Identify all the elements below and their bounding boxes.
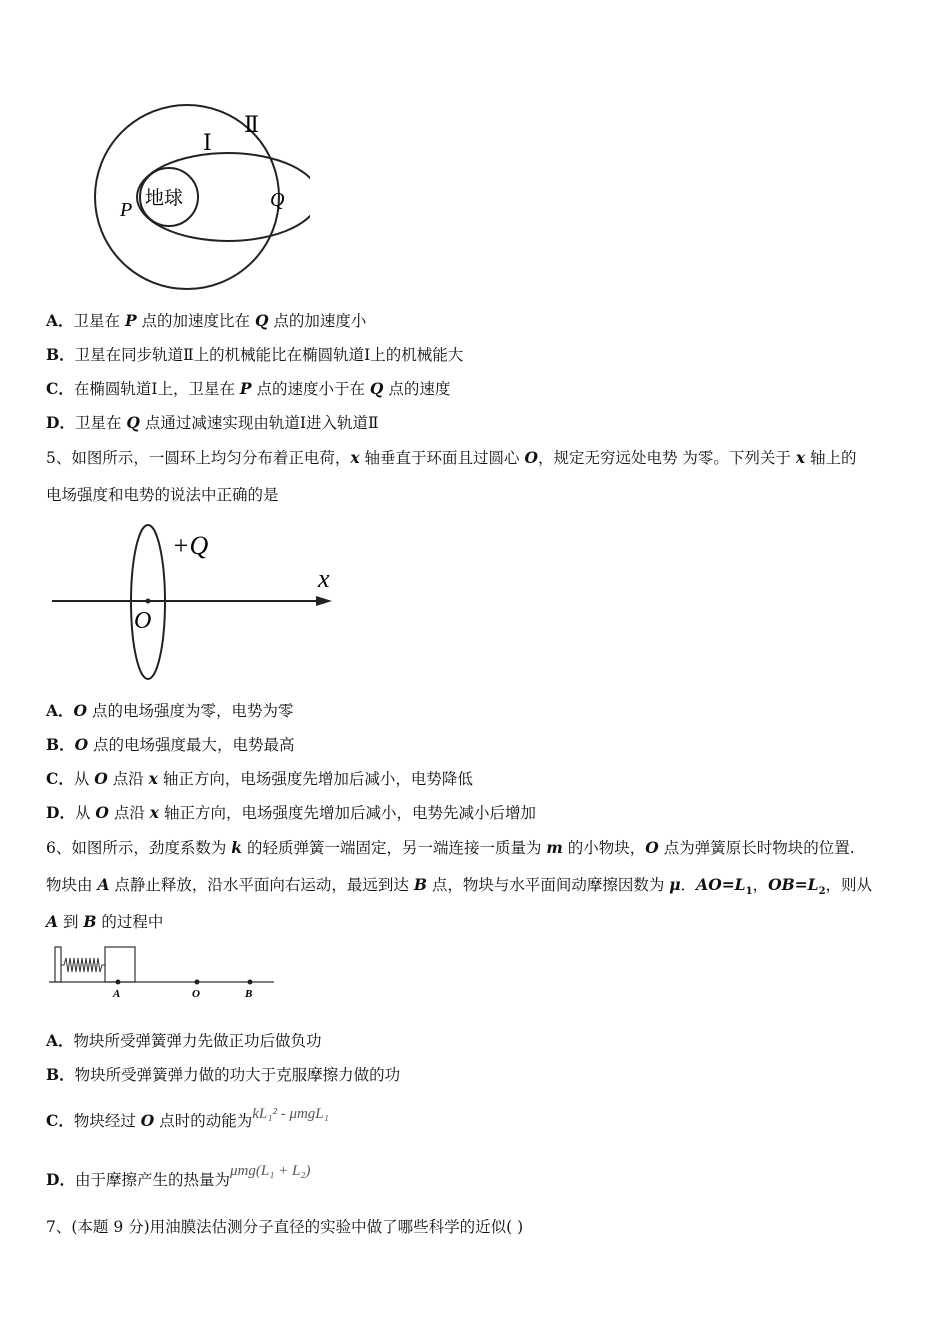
earth-label: 地球 (145, 187, 184, 209)
orbit-figure (80, 103, 310, 293)
q6-option-b: B．物块所受弹簧弹力做的功大于克服摩擦力做的功 (46, 1065, 401, 1084)
q4-option-c: C．在椭圆轨道Ⅰ上，卫星在 P 点的速度小于在 Q 点的速度 (46, 379, 451, 398)
point-q-label: Q (270, 189, 285, 211)
q4-option-d: D．卫星在 Q 点通过减速实现由轨道Ⅰ进入轨道Ⅱ (46, 413, 379, 432)
orbit-i-label: Ⅰ (203, 130, 212, 155)
spring-figure (46, 944, 281, 1002)
q4-option-a: A．卫星在 P 点的加速度比在 Q 点的加速度小 (46, 311, 367, 330)
q5-option-a: A．O 点的电场强度为零，电势为零 (46, 701, 294, 720)
q5-stem-line2: 电场强度和电势的说法中正确的是 (46, 486, 279, 504)
q5-option-c: C．从 O 点沿 x 轴正方向，电场强度先增加后减小，电势降低 (46, 769, 473, 788)
x-axis-label: x (318, 564, 330, 593)
q5-option-d: D．从 O 点沿 x 轴正方向，电场强度先增加后减小，电势先减小后增加 (46, 803, 536, 822)
q5-option-b: B．O 点的电场强度最大，电势最高 (46, 735, 295, 754)
point-o-label: O (192, 988, 200, 1000)
q6-option-d: D．由于摩擦产生的热量为μmg(L₁ + L₂) (46, 1163, 311, 1189)
point-a-label: A (113, 988, 121, 1000)
q6-stem-line3: A 到 B 的过程中 (46, 912, 164, 931)
q5-stem-line1: 5、如图所示，一圆环上均匀分布着正电荷，x 轴垂直于环面且过圆心 O，规定无穷远处电势 为零。下列关于 x 轴上的 (46, 448, 857, 467)
q6-stem-line2: 物块由 A 点静止释放，沿水平面向右运动，最远到达 B 点，物块与水平面间动摩擦因数为 μ．$AO=L_1$，$OB=L_2$，则从 (46, 875, 873, 898)
q7-stem: 7、(本题 9 分)用油膜法估测分子直径的实验中做了哪些科学的近似( ) (46, 1218, 524, 1236)
point-p-label: P (120, 199, 133, 221)
charge-label: +Q (172, 531, 209, 560)
q6-option-a: A．物块所受弹簧弹力先做正功后做负功 (46, 1031, 322, 1050)
formula-kinetic-energy: kL₁² - μmgL₁ (252, 1106, 329, 1122)
point-b-label: B (245, 988, 253, 1000)
formula-heat: μmg(L₁ + L₂) (229, 1163, 311, 1179)
q4-option-b: B．卫星在同步轨道Ⅱ上的机械能比在椭圆轨道Ⅰ上的机械能大 (46, 345, 464, 364)
ring-figure (50, 522, 350, 682)
q6-stem-line1: 6、如图所示，劲度系数为 k 的轻质弹簧一端固定，另一端连接一质量为 m 的小物块，O 点为弹簧原长时物块的位置. (46, 838, 855, 857)
q6-option-c: C．物块经过 O 点时的动能为kL₁² - μmgL₁ (46, 1106, 329, 1130)
orbit-ii-label: Ⅱ (244, 112, 259, 137)
origin-label: O (134, 608, 152, 634)
